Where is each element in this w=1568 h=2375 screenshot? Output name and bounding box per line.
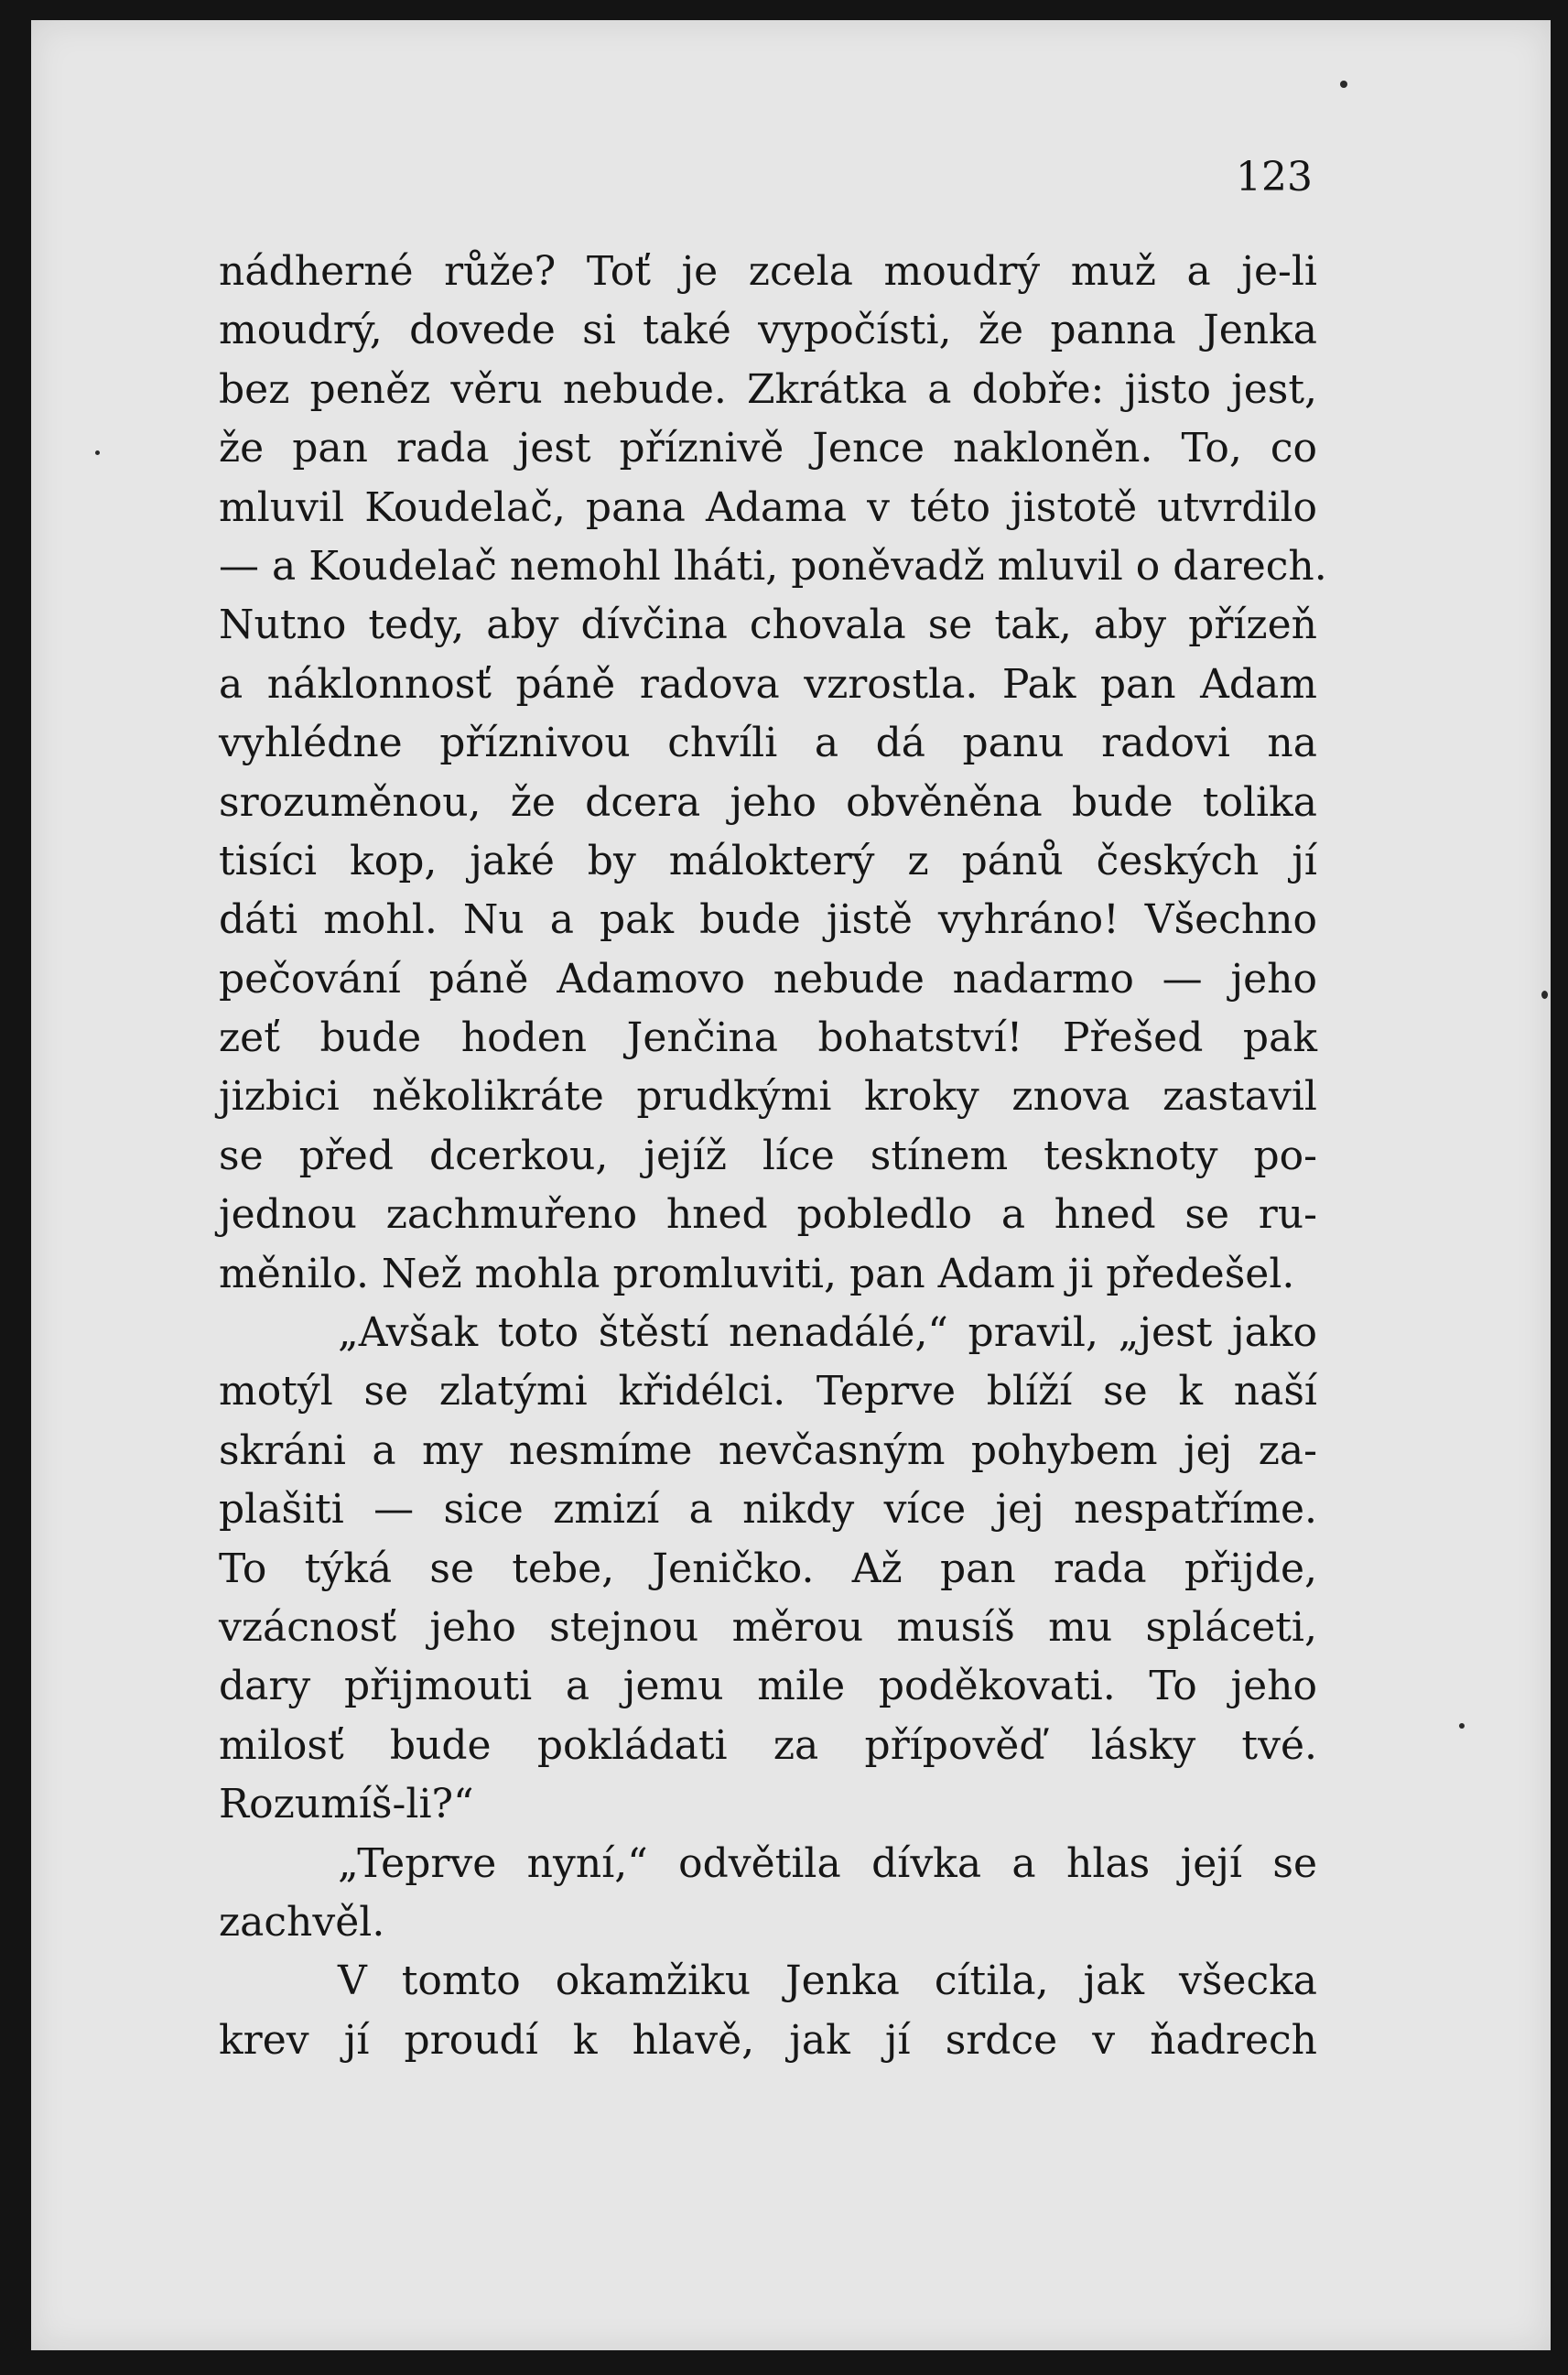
text-line: se před dcerkou, jejíž líce stínem tesknoty po- [219,1132,1317,1179]
text-line: motýl se zlatými křidélci. Teprve blíží se k naší [219,1368,1317,1415]
text-line: že pan rada jest příznivě Jence nakloněn. To, co [219,425,1317,472]
text-line: bez peněz věru nebude. Zkrátka a dobře: jisto jest, [219,365,1317,413]
text-line: To týká se tebe, Jeničko. Až pan rada přijde, [219,1545,1317,1592]
text-line: vyhlédne příznivou chvíli a dá panu radovi na [219,720,1317,767]
page-number: 123 [1236,154,1313,201]
text-line: — a Koudelač nemohl lháti, poněvadž mluvil o darech. [219,542,1327,590]
text-line: vzácnosť jeho stejnou měrou musíš mu spláceti, [219,1603,1317,1651]
text-line: Rozumíš-li?“ [219,1781,474,1828]
text-line: „Teprve nyní,“ odvětila dívka a hlas její se [338,1839,1317,1887]
text-line: jednou zachmuřeno hned pobledlo a hned se ru- [219,1191,1317,1239]
text-line: jizbici několikráte prudkými kroky znova zastavil [219,1073,1317,1121]
book-page [31,20,1551,2350]
text-line: měnilo. Než mohla promluviti, pan Adam ji předešel. [219,1250,1295,1297]
body-text [219,243,1327,2070]
print-speck [1340,81,1347,88]
text-line: plašiti — sice zmizí a nikdy více jej nespatříme. [219,1486,1317,1534]
text-line: skráni a my nesmíme nevčasným pohybem jej za- [219,1426,1317,1474]
text-line: Nutno tedy, aby dívčina chovala se tak, aby přízeň [219,602,1317,649]
text-line: pečování páně Adamovo nebude nadarmo — jeho [219,955,1317,1003]
text-line: zachvěl. [219,1898,385,1946]
text-line: mluvil Koudelač, pana Adama v této jistotě utvrdilo [219,483,1317,531]
text-line: nádherné růže? Toť je zcela moudrý muž a je-li [219,248,1317,295]
text-line: dáti mohl. Nu a pak bude jistě vyhráno! Všechno [219,896,1317,944]
text-line: dary přijmouti a jemu mile poděkovati. To jeho [219,1663,1317,1710]
print-speck [1459,1723,1465,1729]
print-speck [95,450,100,455]
text-line: V tomto okamžiku Jenka cítila, jak všecka [338,1957,1317,2005]
text-line: „Avšak toto štěstí nenadálé,“ pravil, „jest jako [338,1309,1317,1357]
text-line: zeť bude hoden Jenčina bohatství! Přešed pak [219,1014,1317,1062]
text-line: a náklonnosť páně radova vzrostla. Pak pan Adam [219,660,1317,708]
text-line: krev jí proudí k hlavě, jak jí srdce v ňadrech [219,2016,1317,2064]
text-line: tisíci kop, jaké by málokterý z pánů českých jí [219,837,1317,884]
text-line: srozuměnou, že dcera jeho obvěněna bude tolika [219,778,1317,826]
print-speck [1541,991,1548,999]
text-line: moudrý, dovede si také vypočísti, že panna Jenka [219,307,1317,354]
text-line: milosť bude pokládati za přípověď lásky tvé. [219,1721,1317,1769]
